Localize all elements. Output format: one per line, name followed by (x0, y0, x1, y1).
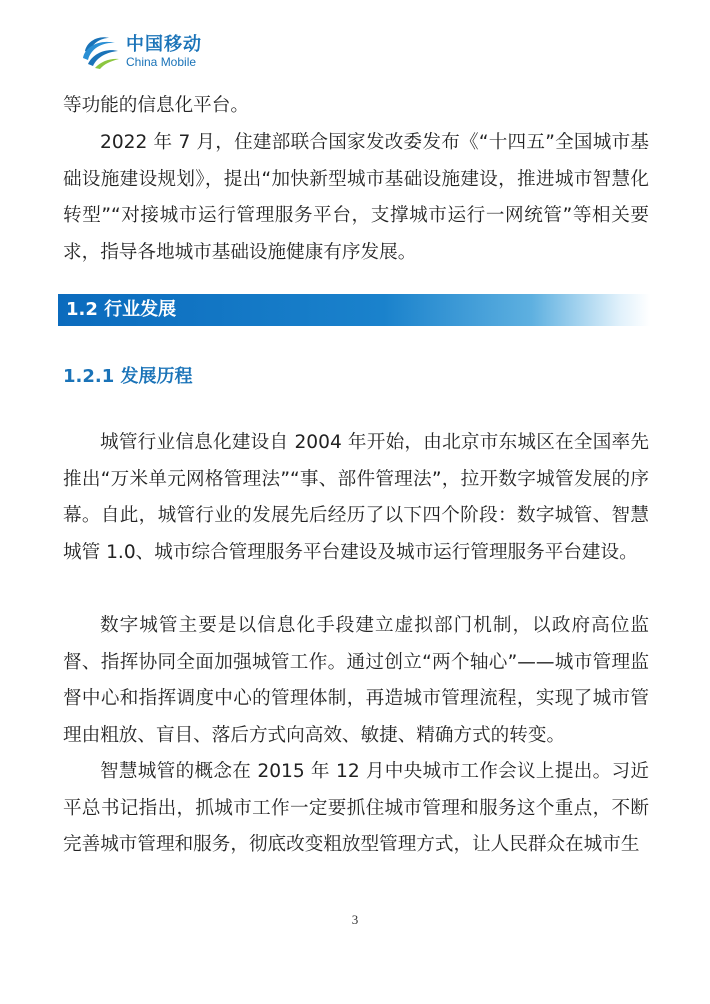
paragraph-smart-urban-management: 智慧城管的概念在 2015 年 12 月中央城市工作会议上提出。习近平总书记指出，抓城市工作一定要抓住城市管理和服务这个重点，不断完善城市管理和服务，彻底改变粗放型管理方式，让人民群众在城市生 (63, 761, 649, 855)
paragraph-2022-plan: 2022 年 7 月，住建部联合国家发改委发布《“十四五”全国城市基础设施建设规划》，提出“加快新型城市基础设施建设，推进城市智慧化转型”“对接城市运行管理服务平台，支撑城市运行一网统管”等相关要求，指导各地城市基础设施健康有序发展。 (63, 132, 649, 263)
logo-english-name: China Mobile (126, 55, 197, 69)
logo-chinese-name: 中国移动 (126, 34, 202, 55)
china-mobile-logo (79, 30, 202, 74)
section-title: 1.2 行业发展 (66, 299, 177, 320)
paragraph-history: 城管行业信息化建设自 2004 年开始，由北京市东城区在全国率先推出“万米单元网格管理法”“事、部件管理法”，拉开数字城管发展的序幕。自此，城管行业的发展先后经历了以下四个阶段：数字城管、智慧城管 1.0、城市综合管理服务平台建设及城市运行管理服务平台建设。 (63, 432, 649, 563)
subsection-title: 1.2.1 发展历程 (63, 366, 193, 387)
paragraph-digital-urban-management: 数字城管主要是以信息化手段建立虚拟部门机制，以政府高位监督、指挥协同全面加强城管工作。通过创立“两个轴心”——城市管理监督中心和指挥调度中心的管理体制，再造城市管理流程，实现了城市管理由粗放、盲目、落后方式向高效、敏捷、精确方式的转变。 (63, 615, 649, 746)
paragraph-continuation: 等功能的信息化平台。 (63, 95, 249, 116)
page-number: 3 (351, 912, 359, 927)
china-mobile-logo-icon (79, 31, 121, 73)
section-header-bar (58, 294, 650, 326)
